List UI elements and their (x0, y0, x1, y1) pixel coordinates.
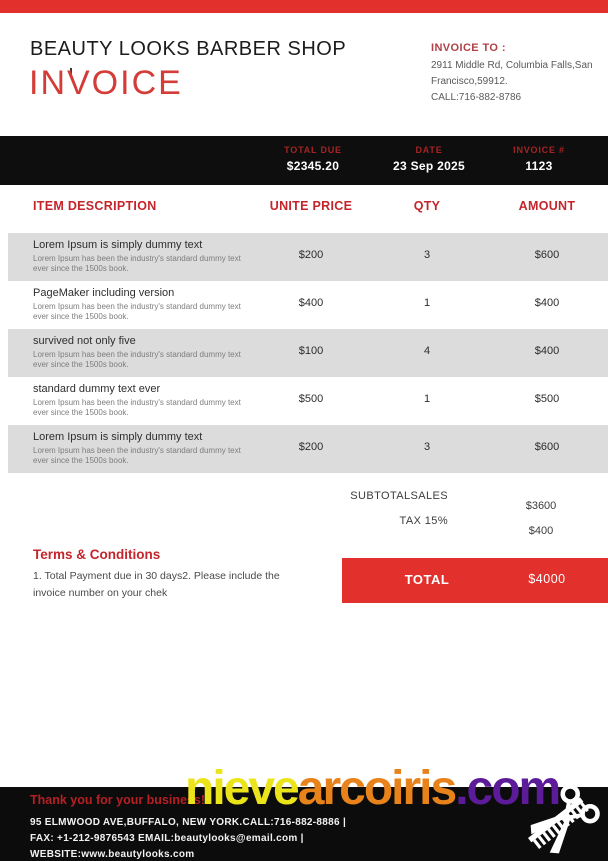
item-unit-price: $100 (298, 345, 324, 357)
footer-fax-email: FAX: +1-212-9876543 EMAIL:beautylooks@email.com | (30, 833, 304, 844)
col-header-item: ITEM DESCRIPTION (33, 199, 157, 213)
footer-website: WEBSITE:www.beautylooks.com (30, 849, 195, 860)
item-description: Lorem Ipsum has been the industry's standard dummy text ever since the 1500s book. (33, 446, 241, 465)
date-value: 23 Sep 2025 (392, 159, 466, 173)
items-table (8, 233, 608, 473)
item-title: Lorem Ipsum is simply dummy text (33, 431, 203, 443)
watermark-part1: nieve (185, 762, 298, 815)
invoice-number-block (482, 136, 596, 185)
page-title: INVOICE (29, 64, 183, 102)
client-address-line1: 2911 Middle Rd, Columbia Falls,San (431, 60, 593, 71)
item-qty: 1 (423, 297, 431, 309)
subtotal-value: $3600 (525, 500, 557, 512)
item-title: standard dummy text ever (33, 383, 161, 395)
item-qty: 3 (423, 249, 431, 261)
terms-and-conditions (33, 547, 295, 602)
item-qty: 3 (423, 441, 431, 453)
item-title: Lorem Ipsum is simply dummy text (33, 239, 203, 251)
watermark-text (185, 762, 560, 815)
total-due-value: $2345.20 (286, 159, 340, 173)
item-unit-price: $500 (298, 393, 324, 405)
item-description: Lorem Ipsum has been the industry's standard dummy text ever since the 1500s book. (33, 398, 241, 417)
table-row (8, 233, 608, 281)
item-amount: $400 (534, 345, 560, 357)
item-amount: $500 (534, 393, 560, 405)
top-red-bar (0, 0, 608, 13)
table-row (8, 425, 608, 473)
tax-label: TAX 15% (399, 515, 448, 527)
grand-total-value: $4000 (528, 572, 566, 586)
item-qty: 1 (423, 393, 431, 405)
item-unit-price: $200 (298, 249, 324, 261)
subtotal-label: SUBTOTALSALES (350, 490, 448, 502)
tax-value: $400 (528, 525, 554, 537)
table-row (8, 329, 608, 377)
col-header-qty: QTY (413, 199, 441, 213)
col-header-amount: AMOUNT (518, 199, 576, 213)
item-description: Lorem Ipsum has been the industry's standard dummy text ever since the 1500s book. (33, 350, 241, 369)
summary-bar (0, 136, 608, 185)
client-phone: CALL:716-882-8786 (431, 92, 522, 103)
item-title: survived not only five (33, 335, 136, 347)
watermark-part2: arcoiris (297, 762, 456, 815)
grand-total-box (342, 558, 608, 603)
item-unit-price: $200 (298, 441, 324, 453)
grand-total-label: TOTAL (404, 572, 450, 587)
footer-address: 95 ELMWOOD AVE,BUFFALO, NEW YORK.CALL:716-882-8886 | (30, 817, 347, 828)
item-title: PageMaker including version (33, 287, 175, 299)
terms-heading: Terms & Conditions (33, 547, 161, 562)
item-unit-price: $400 (298, 297, 324, 309)
item-amount: $600 (534, 441, 560, 453)
client-address-line2: Francisco,59912. (431, 76, 508, 87)
col-header-unit-price: UNITE PRICE (269, 199, 353, 213)
item-description: Lorem Ipsum has been the industry's standard dummy text ever since the 1500s book. (33, 254, 241, 273)
table-row (8, 377, 608, 425)
terms-body: 1. Total Payment due in 30 days2. Please include the invoice number on your chek (33, 570, 280, 599)
invoice-to-block (431, 42, 599, 106)
watermark-part3: .com (455, 762, 560, 815)
invoice-number-value: 1123 (525, 159, 553, 173)
table-header-row (8, 197, 608, 223)
scissors-comb-icon (520, 780, 608, 861)
date-label: DATE (415, 145, 443, 155)
item-amount: $400 (534, 297, 560, 309)
thanks-message: Thank you for your business! (30, 793, 206, 807)
invoice-to-label: INVOICE TO : (431, 42, 506, 54)
table-row (8, 281, 608, 329)
item-description: Lorem Ipsum has been the industry's standard dummy text ever since the 1500s book. (33, 302, 241, 321)
item-qty: 4 (423, 345, 431, 357)
total-due-block (256, 136, 370, 185)
item-amount: $600 (534, 249, 560, 261)
date-block (372, 136, 486, 185)
invoice-number-label: INVOICE # (513, 145, 565, 155)
shop-name: BEAUTY LOOKS BARBER SHOP (30, 38, 347, 60)
total-due-label: TOTAL DUE (284, 145, 342, 155)
